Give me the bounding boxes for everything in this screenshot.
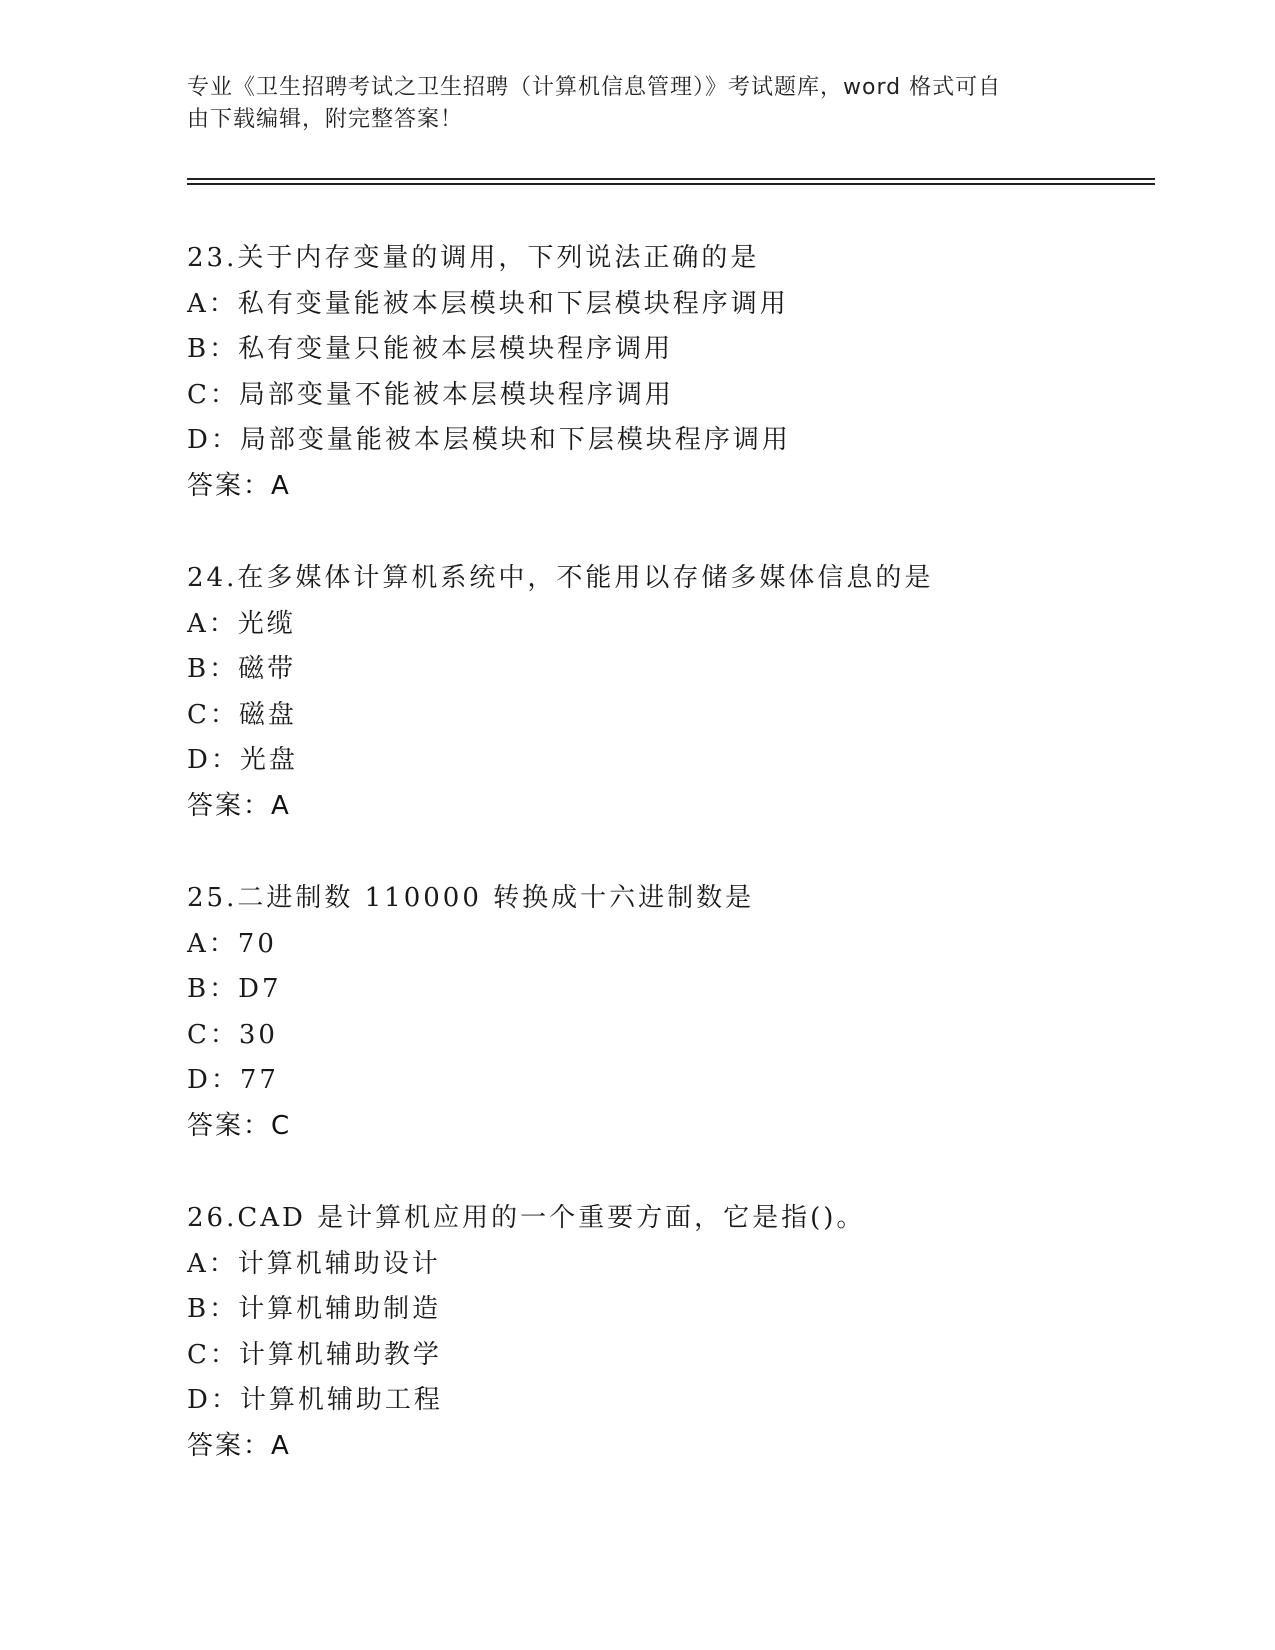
option-c: C：局部变量不能被本层模块程序调用 — [187, 379, 674, 410]
option-b: B：计算机辅助制造 — [187, 1294, 442, 1324]
header-divider-top — [187, 178, 1155, 180]
question-stem: 24.在多媒体计算机系统中，不能用以存储多媒体信息的是 — [187, 563, 934, 593]
option-d: D：计算机辅助工程 — [187, 1385, 443, 1415]
question-stem: 25.二进制数 110000 转换成十六进制数是 — [187, 883, 755, 913]
question-26 — [187, 1196, 1087, 1469]
question-stem: 26.CAD 是计算机应用的一个重要方面，它是指()。 — [187, 1203, 866, 1233]
option-d: D：光盘 — [187, 745, 298, 775]
option-a: A：计算机辅助设计 — [187, 1248, 441, 1279]
answer: 答案：A — [187, 470, 291, 501]
option-b: B：私有变量只能被本层模块程序调用 — [187, 334, 674, 364]
answer: 答案：A — [187, 790, 291, 821]
question-stem: 23.关于内存变量的调用，下列说法正确的是 — [187, 243, 760, 273]
answer: 答案：C — [187, 1110, 292, 1141]
question-25 — [187, 876, 1087, 1149]
option-a: A：私有变量能被本层模块和下层模块程序调用 — [187, 288, 789, 319]
question-23 — [187, 236, 1087, 509]
option-a: A：光缆 — [187, 608, 296, 639]
header-divider-bottom — [187, 183, 1155, 185]
option-b: B：D7 — [187, 974, 282, 1004]
answer: 答案：A — [187, 1430, 291, 1461]
option-c: C：计算机辅助教学 — [187, 1339, 442, 1370]
option-a: A：70 — [187, 928, 277, 959]
option-d: D：局部变量能被本层模块和下层模块程序调用 — [187, 425, 791, 455]
header-line-2: 由下载编辑，附完整答案！ — [187, 107, 464, 132]
option-b: B：磁带 — [187, 654, 297, 684]
option-c: C：30 — [187, 1019, 278, 1050]
option-d: D：77 — [187, 1065, 279, 1095]
document-header — [187, 72, 1067, 136]
header-line-1: 专业《卫生招聘考试之卫生招聘（计算机信息管理）》考试题库，word 格式可自 — [187, 75, 1002, 100]
question-24 — [187, 556, 1087, 829]
option-c: C：磁盘 — [187, 699, 297, 730]
